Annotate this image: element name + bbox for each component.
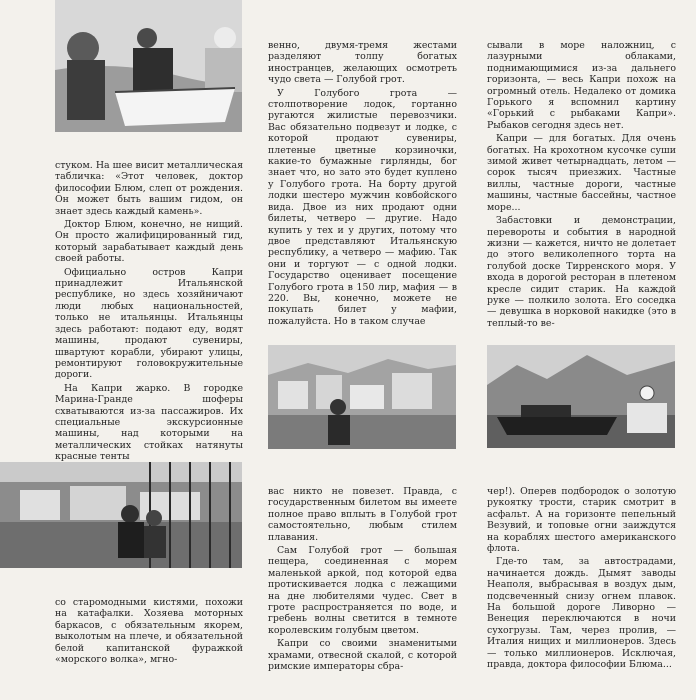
- paragraph: Доктор Блюм, конечно, не нищий. Он просто жалифицированный гид, который зарабатывает каждый день своей работы.: [55, 219, 243, 265]
- paragraph: стуком. На шее висит металлическая табличка: «Этот человек, доктор философии Блюм, слеп от рождения. Он может быть вашим гидом, он знает здесь каждый камень».: [55, 160, 243, 217]
- column-2-top: [268, 40, 457, 327]
- paragraph: вас никто не повезет. Правда, с государственным билетом вы имеете полное право вплыть в Голубой грот самостоятельно, любым стилем плавания.: [268, 486, 457, 543]
- paragraph: Капри — для богатых. Для очень богатых. На крохотном кусочке суши зимой живет четырнадцать, летом — сорок тысяч приезжих. Частные виллы, частные дороги, частные машины, частные бассейны, частное море...: [487, 133, 676, 213]
- paragraph: Забастовки и демонстрации, перевороты и события в народной жизни — кажется, ничто не долетает до этого великолепного торта на голубой доске Тирренского моря. У входа в дорогой ресторан в плетеном кресле сидит старик. На каждой руке — полкило золота. Его соседка — девушка в норковой накидке (это в теплый-то ве-: [487, 215, 676, 329]
- paragraph: со старомодными кистями, похожи на катафалки. Хозяева моторных баркасов, с обязательным якорем, выколотым на плече, и обязательной белой капитанской фуражкой «морского волка», мгно-: [55, 597, 243, 666]
- column-1-top: [55, 160, 243, 463]
- photo-motorboat-pier: [487, 345, 675, 448]
- paragraph: На Капри жарко. В городке Марина-Гранде шоферы схватываются из-за пассажиров. Их специальные экскурсионные машины, над которыми на металлических стойках натянуты красные тенты: [55, 382, 243, 463]
- column-3-bottom: [487, 486, 676, 687]
- paragraph: чер!). Оперев подбородок о золотую рукоятку трости, старик смотрит в асфальт. А на горизонте пепельный Везувий, и топовые огни заиждутся на кораблях шестого американского флота.: [487, 486, 676, 555]
- paragraph: Официально остров Капри принадлежит Итальянской республике, но здесь хозяйничают люди любых национальностей, только не итальянцы. Итальянцы здесь работают: подают еду, водят машины, продают сувениры, швартуют корабли, убирают улицы, ремонтируют головокружительные дороги.: [55, 266, 243, 381]
- photo-harbor-town: [268, 345, 456, 449]
- photo-pier-couple: [0, 462, 242, 568]
- paragraph: венно, двумя-тремя жестами разделяют толпу богатых иностранцев, желающих осмотреть чудо света — Голубой грот.: [268, 40, 457, 86]
- photo-boat-passengers: [55, 0, 242, 132]
- paragraph: Сам Голубой грот — большая пещера, соединенная с морем маленькой аркой, под которой едва протискивается лодка с лежащими на дне любителями чудес. Свет в гроте распространяется по воде, и гребень волны светится в темноте королевским голубым цветом.: [268, 545, 457, 636]
- paragraph: сывали в море наложниц, с лазурными облаками, поднимающимися из-за дальнего горизонта, — весь Капри похож на огромный отель. Недалеко от домика Горького я вспомнил картину «Горький с рыбаками Капри». Рыбаков сегодня здесь нет.: [487, 40, 676, 131]
- column-3-top: [487, 40, 676, 329]
- paragraph: У Голубого грота — столпотворение лодок, гортанно ругаются жилистые перевозчики. Вас обязательно подвезут и лодке, с которой продают сувениры, плетеные цветные корзиночки, какие-то бумажные гирлянды, бог знает что, но зато это будет куплено у Голубого грота. На борту другой лодки шестеро мужчин ковбойского вида. Двое из них продают одни билеты, четверо — другие. Надо купить у тех и у других, потому что двое представляют Итальянскую республику, а четверо — мафию. Так они и торгуют — с одной лодки. Государство оценивает посещение Голубого грота в 150 лир, мафия — в 220. Вы, конечно, можете не покупать билет у мафии, пожалуйста. Но в таком случае: [268, 87, 457, 327]
- column-1-bottom: [55, 597, 243, 687]
- paragraph: Где-то там, за автострадами, начинается дождь. Дымят заводы Неаполя, выбрасывая в воздух дым, подсвеченный снизу огнем плавок. На большой дороге Ливорно — Венеция переключаются в ночи сухогрузы. Там, через пролив, — Италия нищих и миллионеров. Здесь — только миллионеров. Исключая, правда, доктора философии Блюма...: [487, 556, 676, 671]
- column-2-bottom: [268, 486, 457, 687]
- paragraph: Капри со своими знаменитыми храмами, отвесной скалой, с которой римские императоры сбра-: [268, 638, 457, 673]
